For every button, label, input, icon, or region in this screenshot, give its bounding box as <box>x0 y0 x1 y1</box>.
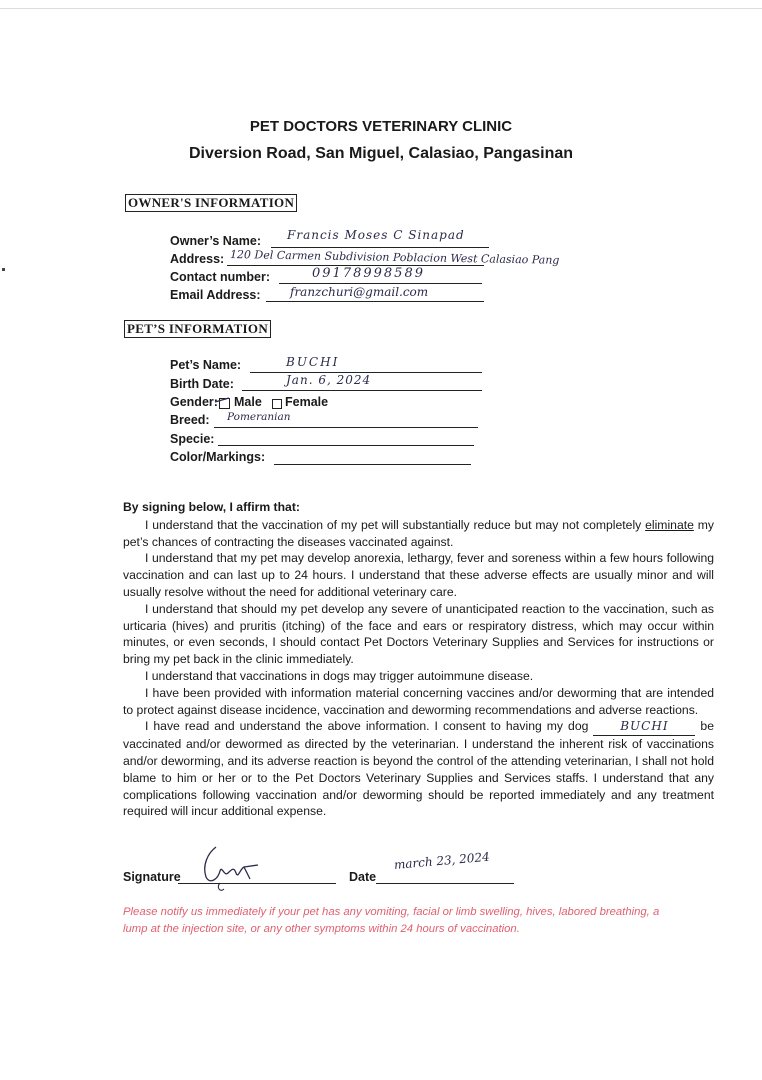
male-label: Male <box>234 395 262 409</box>
email-label: Email Address: <box>170 288 261 302</box>
clinic-name: PET DOCTORS VETERINARY CLINIC <box>249 118 513 135</box>
specie-label: Specie: <box>170 432 215 446</box>
consent-p6-text: I have read and understand the above information. I consent to having my dog <box>145 719 594 734</box>
birth-date-field[interactable]: Jan. 6, 2024 <box>286 373 372 387</box>
date-field: march 23, 2024 <box>393 849 491 872</box>
signature-scribble-icon <box>198 843 262 895</box>
male-checkbox[interactable] <box>219 398 230 409</box>
consent-paragraph-6 <box>123 718 714 820</box>
specie-line[interactable] <box>218 445 474 446</box>
color-markings-label: Color/Markings: <box>170 450 266 464</box>
email-field[interactable]: franzchuri@gmail.com <box>290 285 429 299</box>
owner-name-line <box>271 247 489 248</box>
consent-text <box>123 499 714 820</box>
female-checkbox[interactable] <box>272 399 282 409</box>
pet-name-label: Pet’s Name: <box>170 358 242 372</box>
breed-line <box>214 427 478 428</box>
contact-line <box>279 283 482 284</box>
check-mark-icon <box>214 396 230 408</box>
email-line <box>266 301 484 302</box>
consent-paragraph-1 <box>123 517 714 551</box>
owner-section-heading: OWNER'S INFORMATION <box>125 194 297 212</box>
breed-label: Breed: <box>170 413 210 427</box>
birth-date-label: Birth Date: <box>170 377 234 391</box>
consent-paragraph-2: I understand that my pet may develop anorexia, lethargy, fever and soreness within a few hours following vaccination and can last up to 24 hours. I understand that these adverse effects are usually minor and will usually resolve without the need for additional veterinary care. <box>123 551 714 599</box>
consent-p1-text: I understand that the vaccination of my pet will substantially reduce but may not completely <box>145 517 646 532</box>
female-label: Female <box>285 395 329 409</box>
consent-p1-underlined: eliminate <box>645 517 694 532</box>
pet-name-field[interactable]: BUCHI <box>286 355 340 369</box>
consent-p6-text-end: be vaccinated and/or dewormed as directed by the veterinarian. I understand the inherent risk of vaccinations and/or deworming, and its adverse reaction is beyond the control of the attending veterinarian, I shall not hold blame to him or her or to the Pet Doctors Veterinary Supplies and Services staffs. I understand that any complications following vaccination and/or deworming should be reported immediately and any treatment required will incur additional expense. <box>123 719 714 819</box>
date-line[interactable] <box>376 883 514 884</box>
signature-label: Signature <box>123 870 181 884</box>
consent-paragraph-5: I have been provided with information material concerning vaccines and/or deworming that are intended to protect against disease incidence, vaccination and deworming recommendations and adverse reactions. <box>123 685 714 717</box>
address-label: Address: <box>170 252 225 266</box>
margin-mark <box>2 268 5 271</box>
clinic-address: Diversion Road, San Miguel, Calasiao, Pangasinan <box>188 145 574 162</box>
address-field[interactable]: 120 Del Carmen Subdivision Poblacion West Calasiao Pang <box>229 248 560 267</box>
page-edge <box>0 8 762 9</box>
consent-paragraph-3: I understand that should my pet develop any severe of unanticipated reaction to the vaccination, such as urticaria (hives) and pruritis (itching) of the face and ears or respiratory distress, which may occur within minutes, or even seconds, I should contact Pet Doctors Veterinary Supplies and Services for instructions or bring my pet back in the clinic immediately. <box>123 601 714 667</box>
owner-name-field[interactable]: Francis Moses C Sinapad <box>287 228 465 242</box>
color-markings-line[interactable] <box>274 464 471 465</box>
contact-label: Contact number: <box>170 270 270 284</box>
dog-name-value: BUCHI <box>620 719 669 734</box>
consent-paragraph-4: I understand that vaccinations in dogs may trigger autoimmune disease. <box>145 668 534 683</box>
gender-label: Gender: <box>170 395 218 409</box>
pet-section-heading: PET’S INFORMATION <box>124 320 271 338</box>
consent-heading: By signing below, I affirm that: <box>123 500 300 514</box>
birth-date-line <box>242 390 482 391</box>
owner-name-label: Owner’s Name: <box>170 234 262 248</box>
date-label: Date <box>349 870 377 884</box>
post-vaccination-notice: Please notify us immediately if your pet has any vomiting, facial or limb swelling, hives, labored breathing, a lump at the injection site, or any other symptoms within 24 hours of vaccination. <box>123 906 660 935</box>
consent-p1-text-end: my pet’s chances of contracting the diseases vaccinated against. <box>123 517 714 549</box>
dog-name-field[interactable] <box>593 718 695 736</box>
breed-field[interactable]: Pomeranian <box>227 411 291 423</box>
contact-field[interactable]: 09178998589 <box>312 266 425 281</box>
